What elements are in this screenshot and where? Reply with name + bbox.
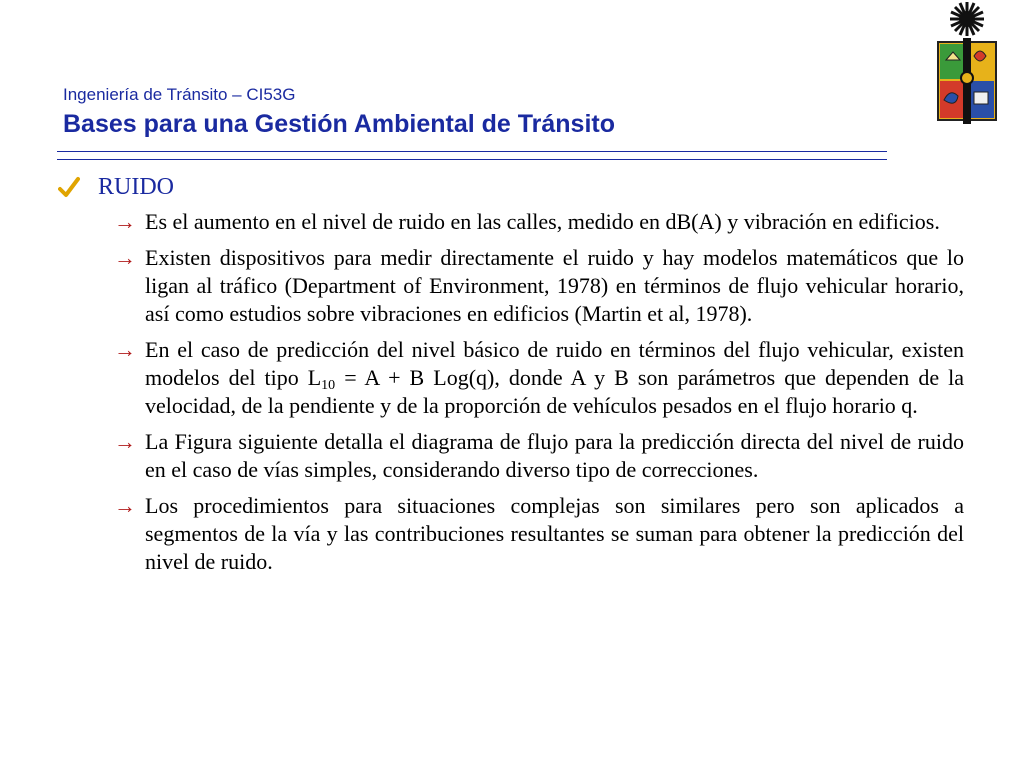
content-area xyxy=(58,174,964,584)
course-label: Ingeniería de Tránsito – CI53G xyxy=(63,85,296,104)
formula-subscript: 10 xyxy=(321,378,336,393)
bullet-text: Los procedimientos para situaciones complejas son similares pero son aplicados a segmentos de la vía y las contribuciones resultantes se suman para obtener la predicción del nivel de ruido. xyxy=(145,493,964,574)
bullet-item xyxy=(58,428,964,484)
section-heading: RUIDO xyxy=(98,174,174,200)
bullet-text: La Figura siguiente detalla el diagrama de flujo para la predicción directa del nivel de ruido en el caso de vías simples, considerando diverso tipo de correcciones. xyxy=(145,429,964,482)
bullet-item xyxy=(58,208,964,236)
checkmark-icon xyxy=(58,176,80,198)
circled-arrow-icon: → xyxy=(114,209,136,234)
bullet-text-after: = A + B Log(q), donde A y B son parámetros que dependen de la velocidad, de la pendiente y de la proporción de vehículos pesados en el flujo horario q. xyxy=(145,365,964,418)
section-heading-row xyxy=(58,174,964,208)
university-crest-icon xyxy=(934,0,1000,124)
page-title: Bases para una Gestión Ambiental de Tránsito xyxy=(63,110,616,138)
bullet-item xyxy=(58,244,964,328)
circled-arrow-icon: → xyxy=(114,493,136,518)
title-rule-top xyxy=(57,151,887,152)
bullet-text: Es el aumento en el nivel de ruido en las calles, medido en dB(A) y vibración en edificios. xyxy=(145,209,940,234)
bullet-text-before: En el caso de predicción del nivel básico de ruido en términos del flujo vehicular, existen modelos del tipo L xyxy=(145,337,964,390)
bullet-item xyxy=(58,336,964,420)
circled-arrow-icon: → xyxy=(114,337,136,362)
title-rule-bottom xyxy=(57,159,887,160)
bullet-item xyxy=(58,492,964,576)
bullet-text: Existen dispositivos para medir directamente el ruido y hay modelos matemáticos que lo ligan al tráfico (Department of Environment, 1978) en términos de flujo vehicular horario, así como estudios sobre vibraciones en edificios (Martin et al, 1978). xyxy=(145,245,964,326)
circled-arrow-icon: → xyxy=(114,429,136,454)
circled-arrow-icon: → xyxy=(114,245,136,270)
bullet-list xyxy=(58,208,964,576)
